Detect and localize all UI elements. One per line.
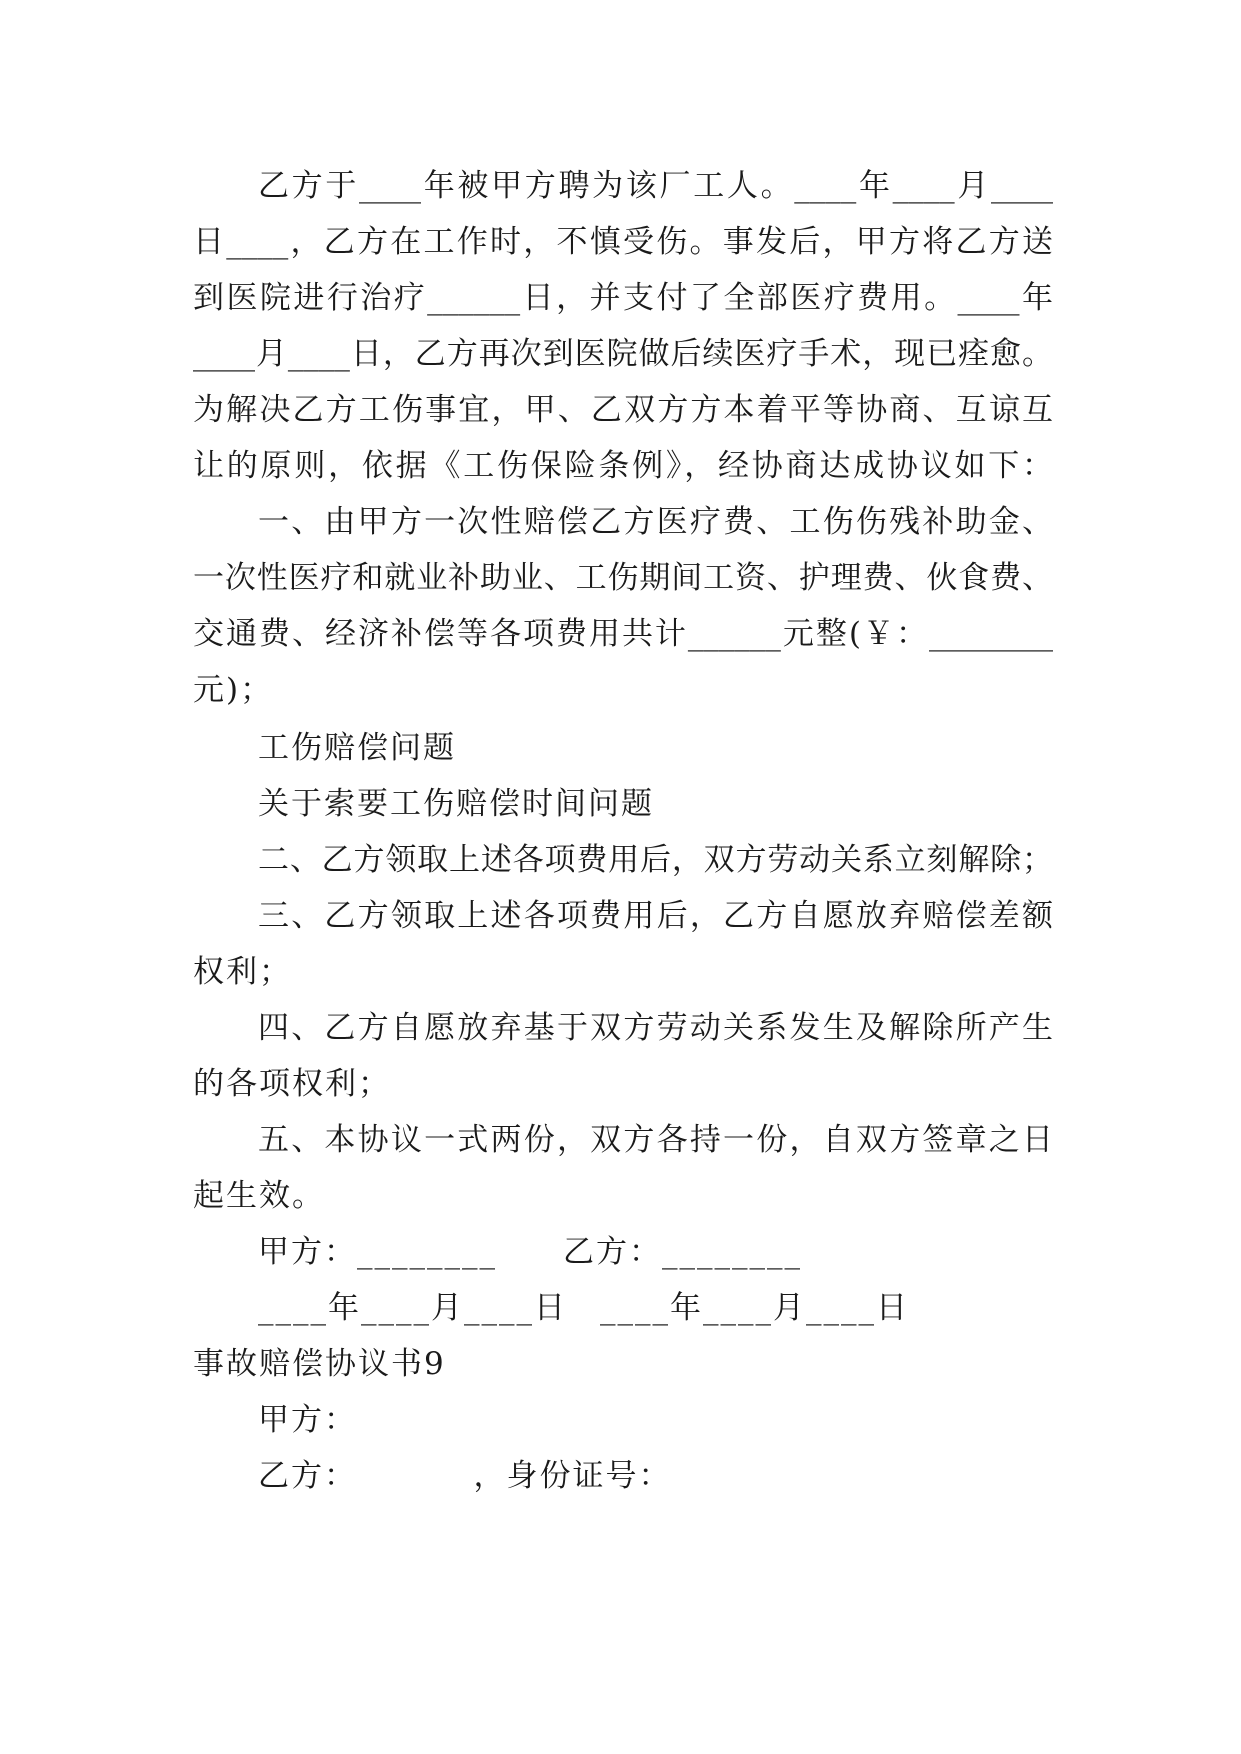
clause-3-line: 三、乙方领取上述各项费用后，乙方自愿放弃赔偿差额	[258, 898, 1053, 934]
section-title: 事故赔偿协议书9	[193, 1346, 446, 1382]
clause-1-line: 交通费、经济补偿等各项费用共计______元整(￥：________	[193, 616, 1053, 652]
link-text: 工伤赔偿问题	[258, 730, 456, 766]
clause-1-line: 元)；	[193, 672, 274, 708]
paragraph-line: 让的原则，依据《工伤保险条例》，经协商达成协议如下：	[193, 448, 1053, 484]
paragraph-line: 乙方于____年被甲方聘为该厂工人。____年____月____	[258, 168, 1053, 204]
link-text: 关于索要工伤赔偿时间问题	[258, 786, 654, 822]
clause-2-line: 二、乙方领取上述各项费用后，双方劳动关系立刻解除；	[258, 842, 1053, 878]
party-b-label: 乙方： ，身份证号：	[258, 1458, 672, 1494]
party-a-label: 甲方：	[258, 1402, 357, 1438]
clause-4-line: 四、乙方自愿放弃基于双方劳动关系发生及解除所产生	[258, 1010, 1053, 1046]
paragraph-line: 日____，乙方在工作时，不慎受伤。事发后，甲方将乙方送	[193, 224, 1053, 260]
clause-5-line: 起生效。	[193, 1178, 325, 1214]
clause-5-line: 五、本协议一式两份，双方各持一份，自双方签章之日	[258, 1122, 1053, 1158]
signature-line: 甲方：________ 乙方：________	[258, 1234, 802, 1270]
clause-1-line: 一、由甲方一次性赔偿乙方医疗费、工伤伤残补助金、	[258, 504, 1053, 540]
paragraph-line: 到医院进行治疗______日，并支付了全部医疗费用。____年	[193, 280, 1053, 316]
clause-3-line: 权利；	[193, 954, 292, 990]
clause-4-line: 的各项权利；	[193, 1066, 391, 1102]
paragraph-line: ____月____日，乙方再次到医院做后续医疗手术，现已痊愈。	[193, 336, 1053, 372]
date-line: ____年____月____日 ____年____月____日	[258, 1290, 909, 1326]
paragraph-line: 为解决乙方工伤事宜，甲、乙双方方本着平等协商、互谅互	[193, 392, 1053, 428]
clause-1-line: 一次性医疗和就业补助业、工伤期间工资、护理费、伙食费、	[193, 560, 1053, 596]
